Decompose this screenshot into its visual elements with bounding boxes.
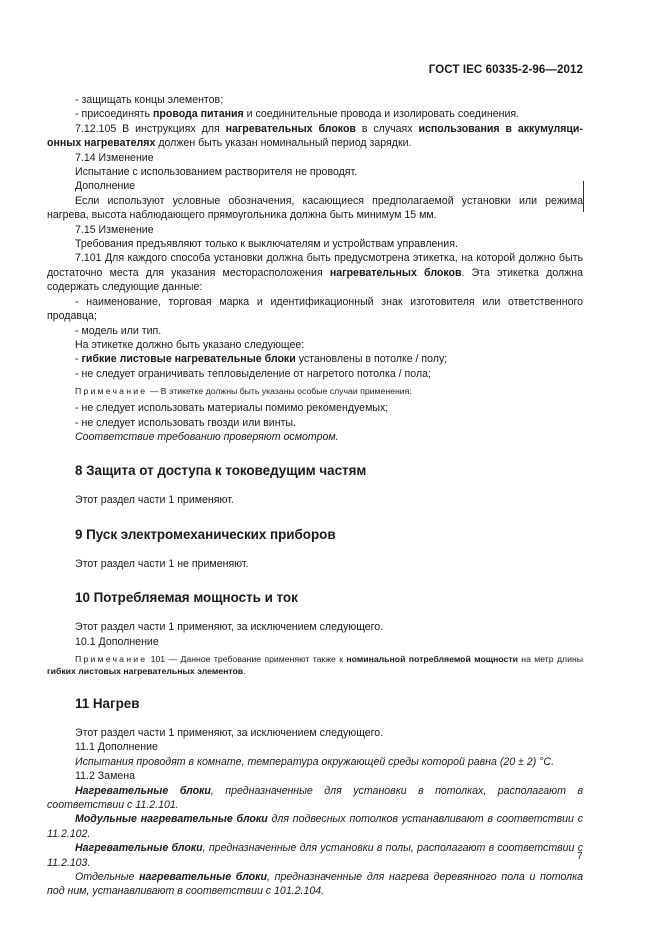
page-content bbox=[47, 93, 583, 899]
list-item: - не следует использовать гвозди или винты. bbox=[75, 416, 296, 429]
paragraph: Нагревательные блоки, предназначенные для установки в потолках, располагают в соответствии с 11.2.101. bbox=[47, 784, 583, 811]
section-8-title: 8 Защита от доступа к токоведущим частям bbox=[75, 463, 367, 479]
list-item: - защищать концы элементов; bbox=[75, 94, 224, 106]
page-number: 7 bbox=[577, 851, 583, 862]
section-9-title: 9 Пуск электромеханических приборов bbox=[75, 526, 336, 542]
clause-heading: 11.2 Замена bbox=[75, 770, 135, 783]
section-11-title: 11 Нагрев bbox=[75, 695, 140, 711]
list-item: - гибкие листовые нагревательные блоки установлены в потолке / полу; bbox=[75, 353, 448, 366]
paragraph: Этот раздел части 1 применяют, за исключением следующего. bbox=[75, 726, 384, 739]
list-item: - не следует ограничивать тепловыделение от нагретого потолка / пола; bbox=[75, 367, 431, 380]
change-bar bbox=[583, 181, 584, 212]
clause-heading: Дополнение bbox=[75, 180, 136, 193]
compliance-statement: Соответствие требованию проверяют осмотром. bbox=[75, 430, 339, 443]
paragraph: Нагревательные блоки, предназначенные для установки в полы, располагают в соответствии с 11.2.103. bbox=[47, 842, 583, 869]
list-item: - присоединять провода питания и соединительные провода и изолировать соединения. bbox=[75, 108, 520, 121]
paragraph: Этот раздел части 1 применяют, за исключением следующего. bbox=[75, 621, 384, 634]
list-item: - модель или тип. bbox=[75, 324, 162, 337]
paragraph: Отдельные нагревательные блоки, предназначенные для нагрева деревянного пола и потолка под ним, устанавливают в соответствии с 101.2.104. bbox=[47, 871, 583, 898]
paragraph: Требования предъявляют только к выключателям и устройствам управления. bbox=[75, 238, 458, 251]
list-item: - не следует использовать материалы помимо рекомендуемых; bbox=[75, 402, 389, 415]
paragraph: Этот раздел части 1 применяют. bbox=[75, 494, 234, 507]
document-code: ГОСТ IEC 60335-2-96—2012 bbox=[428, 64, 583, 76]
note: Примечание 101 — Данное требование применяют также к номинальной потребляемой мощности на метр длины гибких листовых нагревательных элементов. bbox=[47, 653, 583, 676]
paragraph: Если используют условные обозначения, касающиеся предполагаемой установки или режима нагрева, высота наблюдающего прямоугольника должна быть минимум 15 мм. bbox=[47, 194, 583, 222]
note: Примечание — В этикетке должны быть указаны особые случаи применения: bbox=[75, 386, 412, 397]
test-statement: Испытания проводят в комнате, температура окружающей среды которой равна (20 ± 2) °С. bbox=[75, 755, 555, 768]
clause-heading: 10.1 Дополнение bbox=[75, 635, 159, 648]
clause-7-101: 7.101 Для каждого способа установки должна быть предусмотрена этикетка, на которой должно быть достаточно места для указания месторасположения нагревательных блоков. Эта этикетка должна содержать следующие данные: bbox=[47, 252, 583, 294]
clause-heading: 7.15 Изменение bbox=[75, 223, 154, 236]
list-item: - наименование, торговая марка и идентификационный знак изготовителя или ответственного продавца; bbox=[47, 295, 583, 323]
section-10-title: 10 Потребляемая мощность и ток bbox=[75, 590, 298, 606]
clause-heading: 7.14 Изменение bbox=[75, 151, 154, 164]
paragraph: Модульные нагревательные блоки для подвесных потолков устанавливают в соответствии с 11.2.102. bbox=[47, 813, 583, 840]
clause-7-12-105: 7.12.105 В инструкциях для нагревательных блоков в случаях использования в аккумуляци-онных нагревателях должен быть указан номинальный период зарядки. bbox=[47, 122, 583, 150]
paragraph: Этот раздел части 1 не применяют. bbox=[75, 557, 249, 570]
paragraph: На этикетке должно быть указано следующее: bbox=[75, 338, 305, 351]
paragraph: Испытание с использованием растворителя не проводят. bbox=[75, 166, 358, 179]
clause-heading: 11.1 Дополнение bbox=[75, 741, 158, 754]
